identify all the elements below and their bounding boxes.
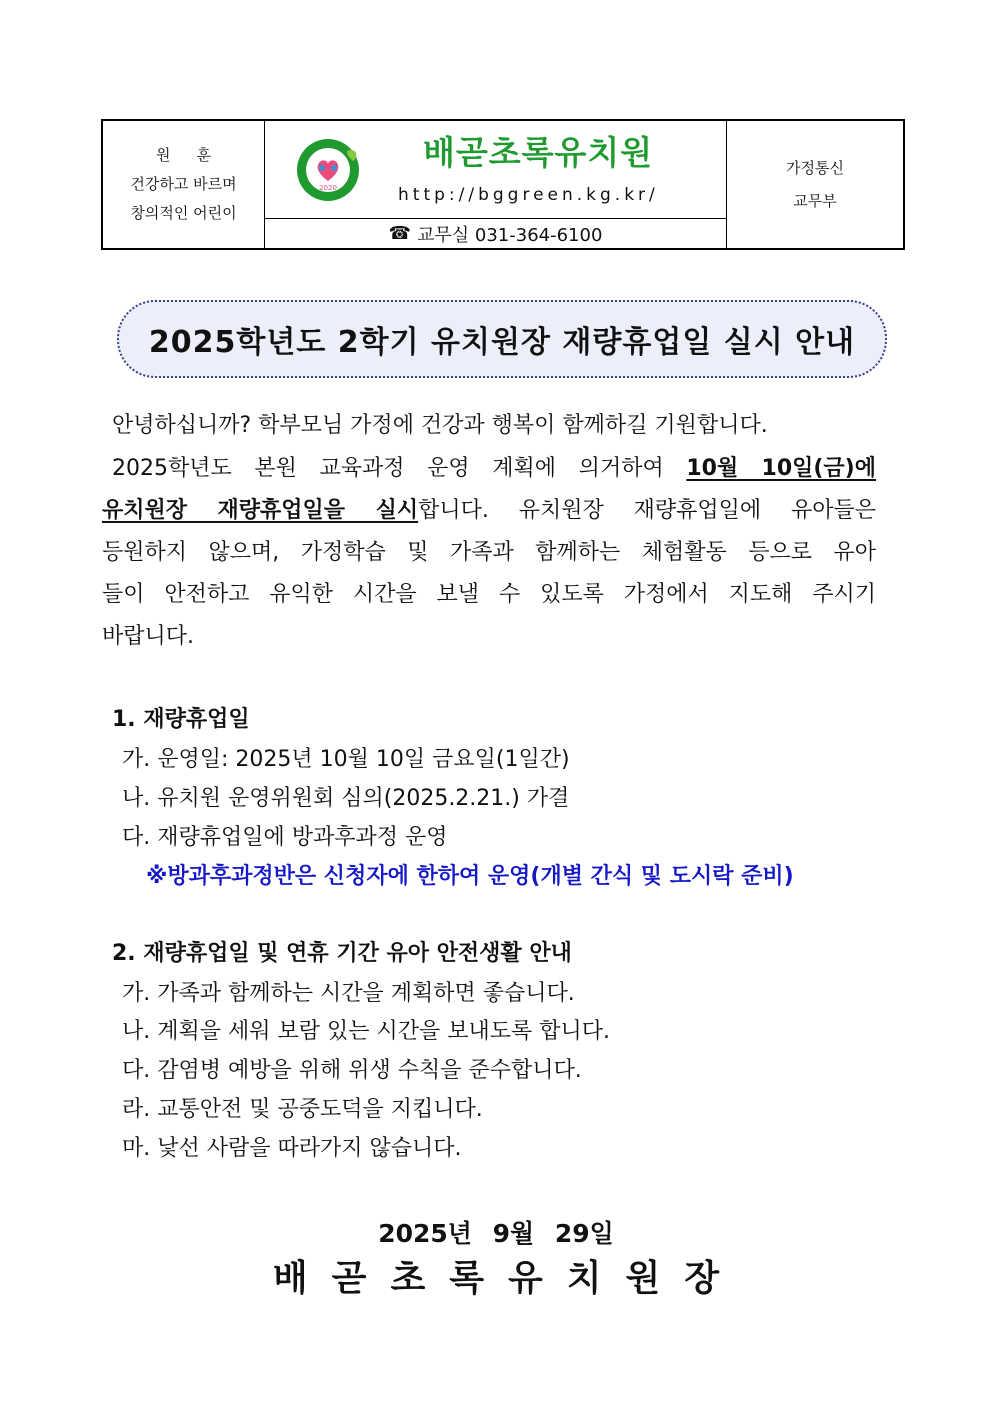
motto-title: 원훈 — [156, 146, 237, 164]
section-2-item: 마. 낯선 사람을 따라가지 않습니다. — [122, 1136, 462, 1161]
motto-line-2: 창의적인 어린이 — [130, 204, 237, 222]
section-1-item: 나. 유치원 운영위원회 심의(2025.2.21.) 가결 — [122, 786, 570, 811]
school-identity — [265, 121, 726, 219]
document-type: 가정통신 — [786, 158, 844, 177]
telephone-icon: ☎ — [388, 223, 411, 244]
body-text: 합니다. 유치원장 재량휴업일에 유아들은 — [418, 498, 877, 523]
school-name: 배곧초록유치원 — [423, 133, 654, 172]
section-1-item: 다. 재량휴업일에 방과후과정 운영 — [122, 825, 448, 850]
body-text: 2025학년도 본원 교육과정 운영 계획에 의거하여 — [112, 456, 687, 481]
body-line-3 — [102, 496, 876, 526]
body-line-4: 등원하지 않으며, 가정학습 및 가족과 함께하는 체험활동 등으로 유아 — [102, 540, 876, 565]
notice-title: 2025학년도 2학기 유치원장 재량휴업일 실시 안내 — [148, 325, 856, 360]
document-info — [727, 121, 903, 248]
body-line-2 — [112, 454, 876, 484]
section-2-item: 가. 가족과 함께하는 시간을 계획하면 좋습니다. — [122, 981, 575, 1006]
greeting: 안녕하십니까? 학부모님 가정에 건강과 행복이 함께하길 기원합니다. — [112, 413, 768, 438]
body-line-5: 들이 안전하고 유익한 시간을 보낼 수 있도록 가정에서 지도해 주시기 — [102, 582, 876, 607]
section-1-heading: 1. 재량휴업일 — [112, 707, 250, 732]
office-phone — [265, 219, 726, 248]
school-url[interactable]: http://bggreen.kg.kr/ — [398, 185, 659, 205]
department: 교무부 — [793, 191, 837, 210]
section-2-heading: 2. 재량휴업일 및 연휴 기간 유아 안전생활 안내 — [112, 941, 572, 966]
section-2-item: 다. 감염병 예방을 위해 위생 수칙을 준수합니다. — [122, 1058, 582, 1083]
phone-label: 교무실 031-364-6100 — [417, 224, 603, 246]
section-1-item: 가. 운영일: 2025년 10월 10일 금요일(1일간) — [122, 747, 570, 772]
section-2-item: 나. 계획을 세워 보람 있는 시간을 보내도록 합니다. — [122, 1019, 610, 1044]
principal-signature: 배곧초록유치원장 — [272, 1258, 744, 1299]
letterhead — [101, 119, 905, 250]
holiday-emphasis: 유치원장 재량휴업일을 실시 — [102, 498, 419, 523]
after-school-note: ※방과후과정반은 신청자에 한하여 운영(개별 간식 및 도시락 준비) — [146, 864, 794, 889]
body-line-6: 바랍니다. — [102, 624, 195, 649]
logo-year: 2020 — [319, 184, 337, 192]
section-2-item: 라. 교통안전 및 공중도덕을 지킵니다. — [122, 1097, 483, 1122]
motto-line-1: 건강하고 바르며 — [130, 175, 237, 193]
notice-date: 2025년 9월 29일 — [378, 1219, 614, 1248]
school-logo — [295, 137, 361, 203]
notice-title-banner — [117, 300, 887, 378]
school-motto — [103, 121, 265, 248]
holiday-date-emphasis: 10월 10일(금)에 — [686, 456, 876, 481]
school-info — [265, 121, 727, 248]
